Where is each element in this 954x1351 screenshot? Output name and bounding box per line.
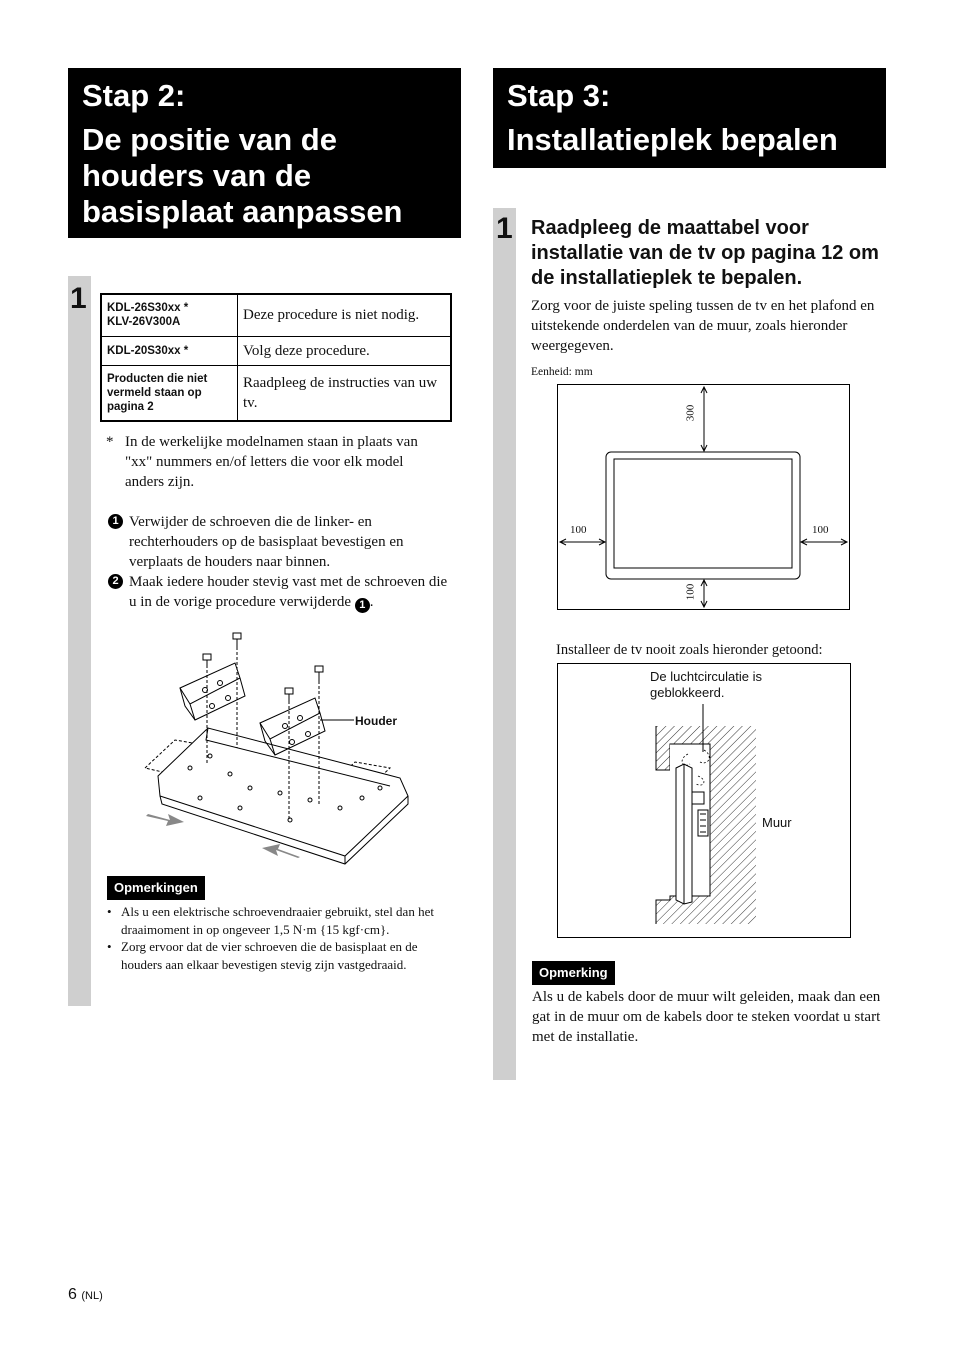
step3-body: Zorg voor de juiste speling tussen de tv en het plafond en uitstekende onderdelen van de muur, zoals hieronder weergegeven. [531,298,875,354]
step3-heading: Raadpleeg de maattabel voor installatie van de tv op pagina 12 om de installatieplek te bepalen. [531,217,879,289]
wall-label: Muur [762,815,792,830]
number-circle-icon: 1 [108,514,123,529]
note-text: Zorg ervoor dat de vier schroeven die de basisplaat en de houders aan elkaar bevestigen stevig zijn vastgedraaid. [121,939,418,972]
instruction-text: Maak iedere houder stevig vast met de schroeven die u in de vorige procedure verwijderde [129,574,448,610]
model-cell: KDL-26S30xx * KLV-26V300A [101,294,238,336]
step2-title-number: Stap 2: [82,78,186,113]
instruction-list [108,512,454,613]
step2-side-bar [68,276,91,1006]
clearance-bottom-value: 100 [684,583,697,601]
airflow-label: De luchtcirculatie is geblokkeerd. [650,669,762,700]
list-item: • Als u een elektrische schroevendraaier gebruikt, stel dan het draaimoment in op ongeveer 1,5 N·m {15 kgf·cm}. [107,904,434,937]
description-cell: Volg deze procedure. [238,336,452,365]
table-row [101,336,451,365]
note-tag: Opmerking [532,961,615,985]
note-text: Als u een elektrische schroevendraaier gebruikt, stel dan het draaimoment in op ongeveer 1,5 N·m {15 kgf·cm}. [121,904,434,937]
footnote [106,432,446,492]
table-row [101,294,451,336]
instruction-item [108,512,454,572]
step3-title-banner [493,68,886,168]
table-row [101,365,451,421]
clearance-diagram [557,384,850,610]
language-code: (NL) [81,1290,103,1302]
clearance-right-value: 100 [812,524,829,536]
base-plate-illustration [140,628,430,873]
page-number: 6 [68,1286,77,1303]
step2-step-number: 1 [70,282,87,315]
clearance-top-value: 300 [684,404,697,422]
step3-title-number: Stap 3: [507,78,611,113]
description-cell: Deze procedure is niet nodig. [238,294,452,336]
step3-side-bar [493,208,516,1080]
page-footer [68,1286,103,1304]
step2-title-banner [68,68,461,238]
clearance-left-value: 100 [570,524,587,536]
description-cell: Raadpleeg de instructies van uw tv. [238,365,452,421]
instruction-item: 2 Maak iedere houder stevig vast met de schroeven die u in de vorige procedure verwijderde 1 . [108,572,454,613]
step2-title-text: De positie van de houders van de basisplaat aanpassen [82,122,403,229]
footnote-text: In de werkelijke modelnamen staan in plaats van "xx" nummers en/of letters die voor elk model anders zijn. [125,434,418,490]
list-item: • Zorg ervoor dat de vier schroeven die de basisplaat en de houders aan elkaar bevestigen stevig zijn vastgedraaid. [107,939,418,972]
wall-drawing [558,664,850,937]
model-table [100,293,452,422]
notes-list [107,903,452,973]
model-cell: Producten die niet vermeld staan op pagina 2 [101,365,238,421]
step3-step-number: 1 [496,212,513,245]
step3-title-text: Installatieplek bepalen [507,122,838,157]
model-cell: KDL-20S30xx * [101,336,238,365]
unit-label: Eenheid: mm [531,366,593,378]
clearance-drawing [558,385,849,609]
notes-tag: Opmerkingen [107,876,205,900]
number-circle-icon: 1 [355,598,370,613]
never-install-text: Installeer de tv nooit zoals hieronder getoond: [556,642,823,658]
bracket-label: Houder [355,714,397,728]
step3-note: Als u de kabels door de muur wilt geleiden, maak dan een gat in de muur om de kabels door te steken voordat u start met de installatie. [532,989,881,1045]
number-circle-icon: 2 [108,574,123,589]
wrong-install-diagram [557,663,851,938]
footnote-mark: * [106,434,114,450]
instruction-text: Verwijder de schroeven die de linker- en rechterhouders op de basisplaat bevestigen en verplaats de houders naar binnen. [129,514,404,570]
